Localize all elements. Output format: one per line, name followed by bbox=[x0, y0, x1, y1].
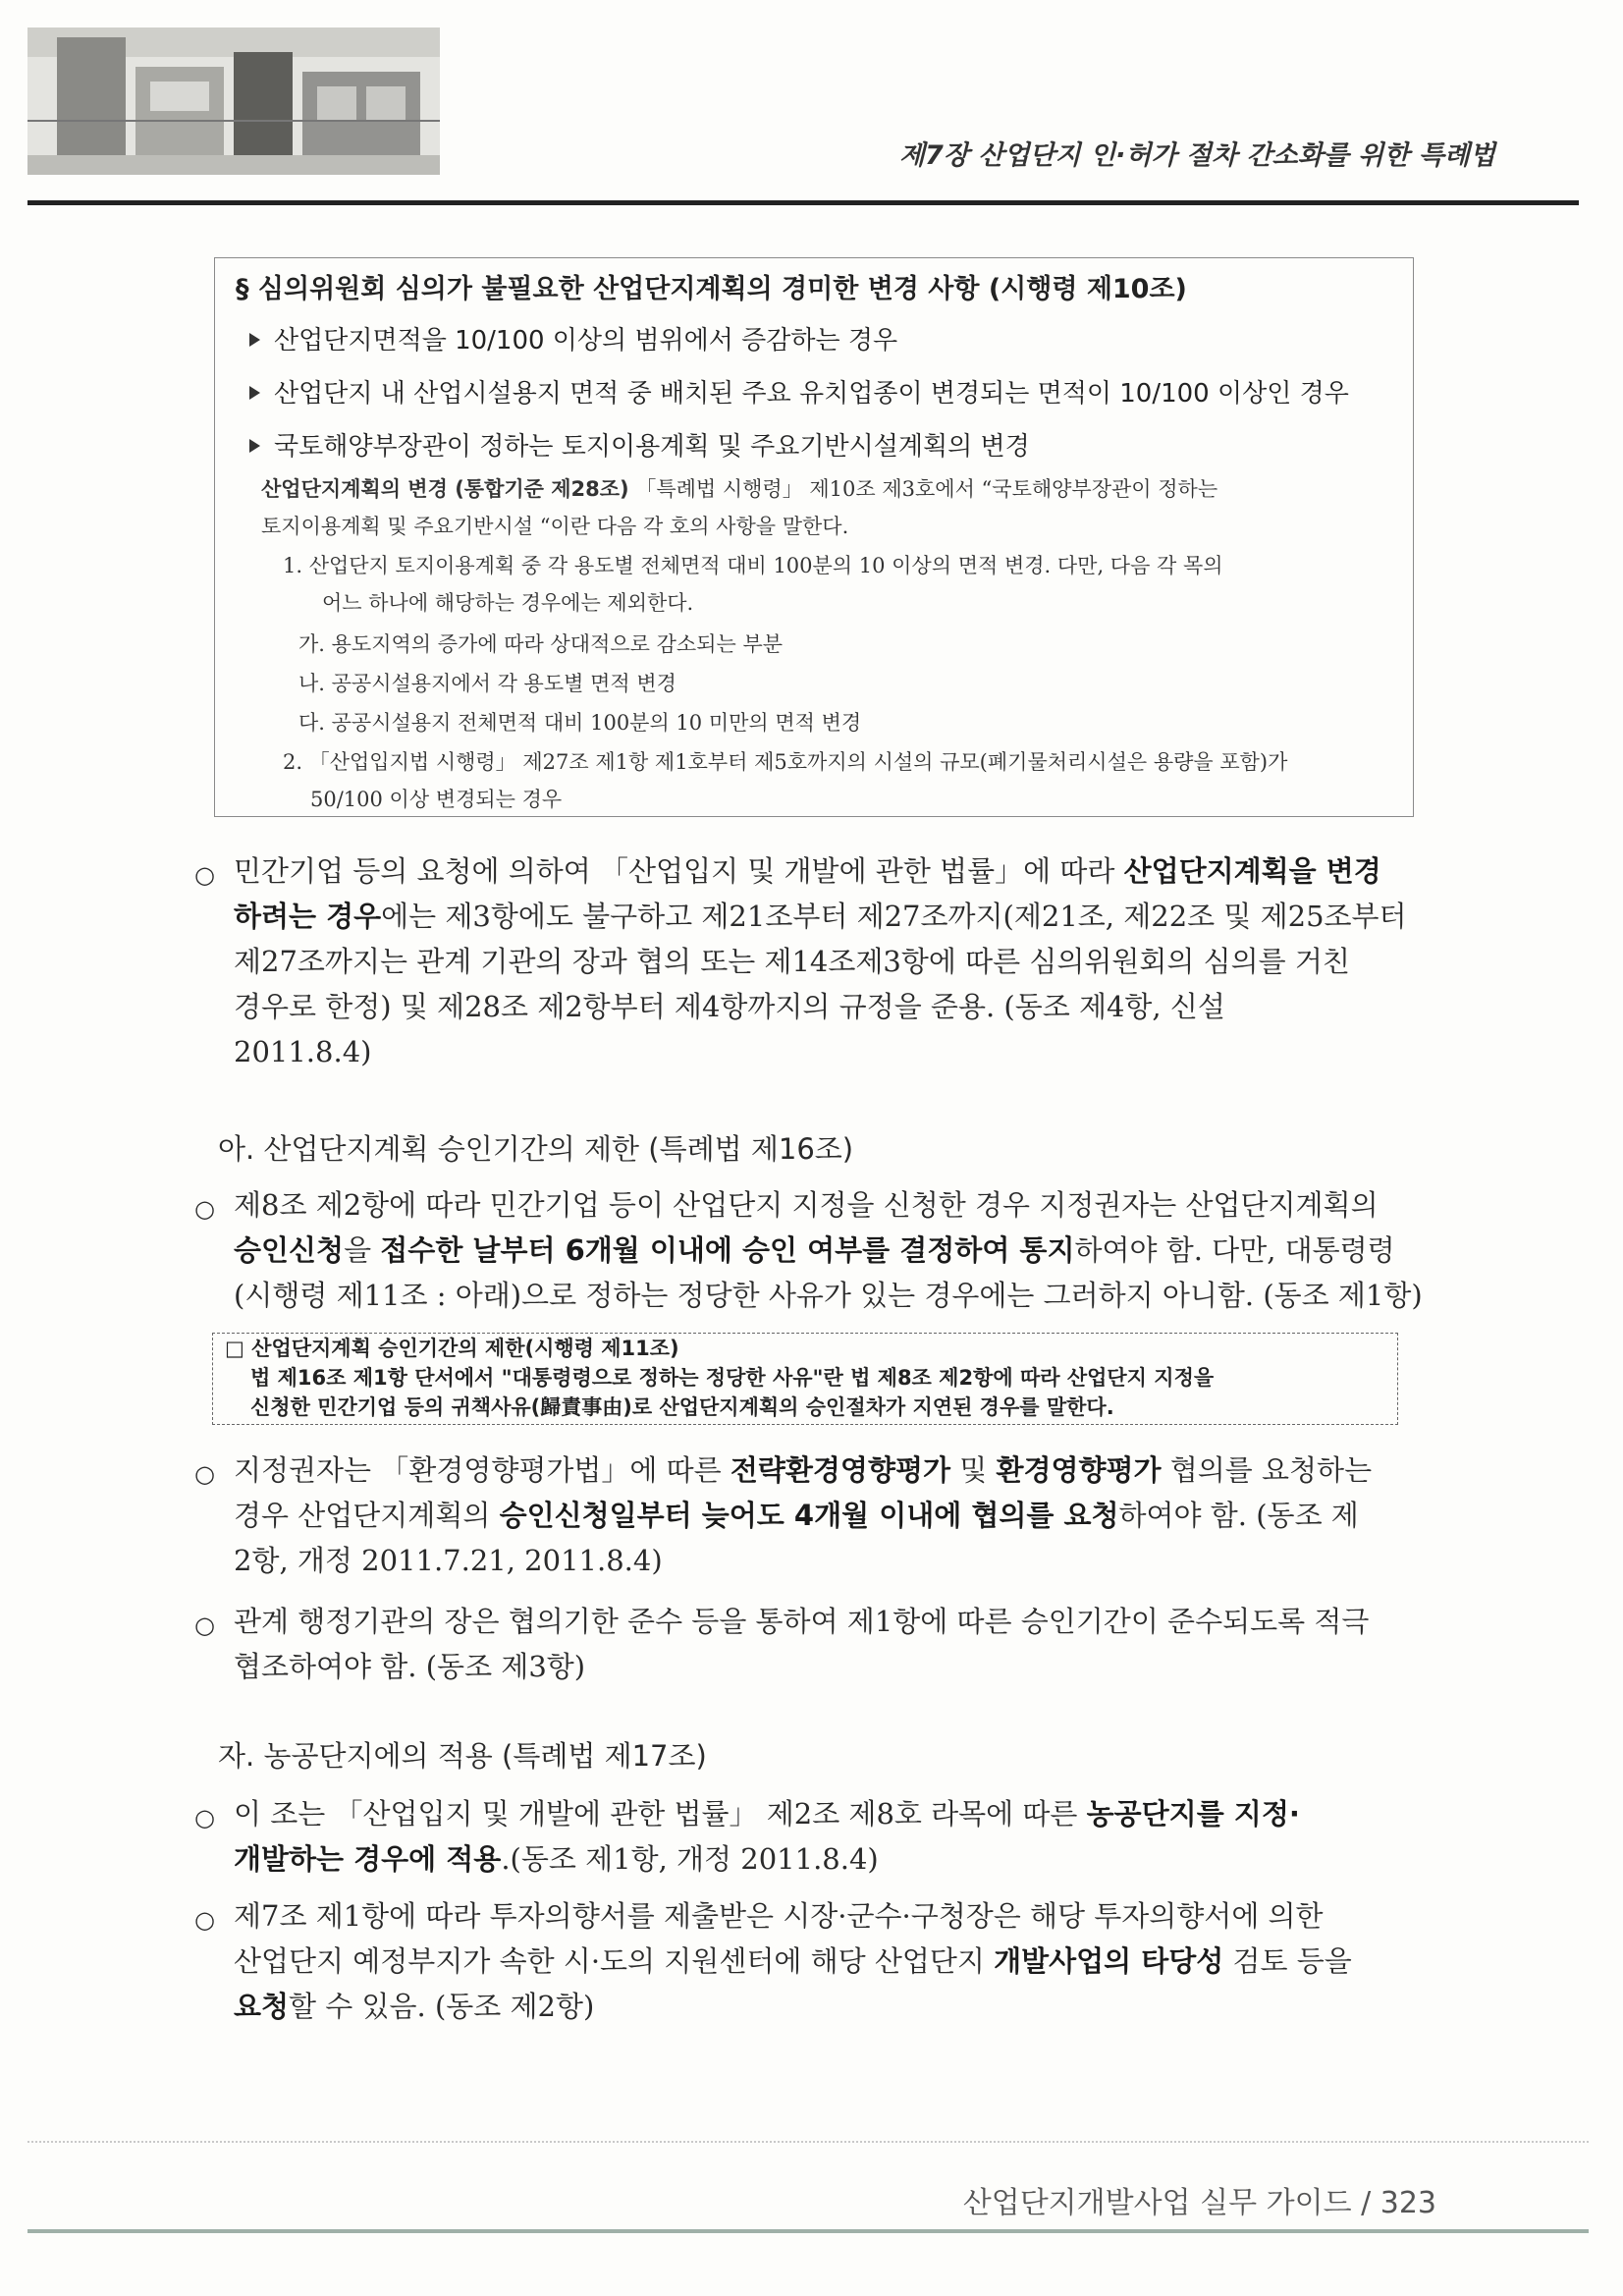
paragraph-line: 민간기업 등의 요청에 의하여 「산업입지 및 개발에 관한 법률」에 따라 산업단지계획을 변경 bbox=[234, 854, 1381, 888]
header-photo bbox=[27, 27, 440, 175]
detail-item-2: 2. 「산업입지법 시행령」 제27조 제1항 제1호부터 제5호까지의 시설의 규모(폐기물처리시설은 용량을 포함)가 bbox=[283, 750, 1288, 774]
paragraph-4 bbox=[234, 1599, 1369, 1689]
paragraph-line: 제7조 제1항에 따라 투자의향서를 제출받은 시장·군수·구청장은 해당 투자의향서에 의한 bbox=[234, 1899, 1324, 1933]
paragraph-1 bbox=[234, 848, 1407, 1074]
detail-lead: 산업단지계획의 변경 (통합기준 제28조) 「특례법 시행령」 제10조 제3호에서 “국토해양부장관이 정하는 bbox=[261, 477, 1218, 501]
paragraph-line: 승인신청을 접수한 날부터 6개월 이내에 승인 여부를 결정하여 통지하여야 함. 다만, 대통령령 bbox=[234, 1233, 1395, 1267]
paragraph-line: 2011.8.4) bbox=[234, 1035, 372, 1068]
box-title: □ 산업단지계획 승인기간의 제한(시행령 제11조) bbox=[225, 1337, 679, 1360]
paragraph-5 bbox=[234, 1791, 1300, 1882]
section-heading-a: 아. 산업단지계획 승인기간의 제한 (특례법 제16조) bbox=[218, 1132, 854, 1166]
paragraph-line: 제8조 제2항에 따라 민간기업 등이 산업단지 지정을 신청한 경우 지정권자는 산업단지계획의 bbox=[234, 1188, 1379, 1222]
footer-rule bbox=[27, 2229, 1589, 2233]
footer-dotted-line bbox=[27, 2141, 1589, 2143]
chapter-title: 제7장 산업단지 인·허가 절차 간소화를 위한 특례법 bbox=[898, 140, 1495, 171]
paragraph-6 bbox=[234, 1893, 1352, 2029]
circle-bullet-icon: ○ bbox=[194, 1612, 215, 1639]
detail-sub-c: 다. 공공시설용지 전체면적 대비 100분의 10 미만의 면적 변경 bbox=[298, 711, 862, 735]
paragraph-3 bbox=[234, 1448, 1372, 1583]
paragraph-line: 지정권자는 「환경영향평가법」에 따른 전략환경영향평가 및 환경영향평가 협의를 요청하는 bbox=[234, 1453, 1373, 1487]
paragraph-line: 개발하는 경우에 적용.(동조 제1항, 개정 2011.8.4) bbox=[234, 1842, 879, 1876]
paragraph-line: 이 조는 「산업입지 및 개발에 관한 법률」 제2조 제8호 라목에 따른 농공단지를 지정· bbox=[234, 1797, 1300, 1831]
detail-sub-a: 가. 용도지역의 증가에 따라 상대적으로 감소되는 부분 bbox=[298, 632, 784, 656]
detail-sub-b: 나. 공공시설용지에서 각 용도별 면적 변경 bbox=[298, 672, 676, 695]
header-rule bbox=[27, 200, 1579, 205]
circle-bullet-icon: ○ bbox=[194, 1804, 215, 1831]
circle-bullet-icon: ○ bbox=[194, 1906, 215, 1934]
paragraph-line: 요청할 수 있음. (동조 제2항) bbox=[234, 1990, 595, 2023]
detail-lead-cont: 토지이용계획 및 주요기반시설 “이란 다음 각 호의 사항을 말한다. bbox=[261, 515, 849, 538]
box-line: 법 제16조 제1항 단서에서 "대통령령으로 정하는 정당한 사유"란 법 제8조 제2항에 따라 산업단지 지정을 bbox=[250, 1366, 1215, 1390]
paragraph-line: 제27조까지는 관계 기관의 장과 협의 또는 제14조제3항에 따른 심의위원회의 심의를 거친 bbox=[234, 945, 1350, 978]
triangle-bullet-icon bbox=[249, 333, 260, 347]
detail-item-1-cont: 어느 하나에 해당하는 경우에는 제외한다. bbox=[322, 591, 694, 615]
circle-bullet-icon: ○ bbox=[194, 1195, 215, 1223]
circle-bullet-icon: ○ bbox=[194, 1460, 215, 1488]
box-line: 신청한 민간기업 등의 귀책사유(歸責事由)로 산업단지계획의 승인절차가 지연된 경우를 말한다. bbox=[250, 1395, 1114, 1419]
section-heading-b: 자. 농공단지에의 적용 (특례법 제17조) bbox=[218, 1739, 707, 1773]
paragraph-line: 협조하여야 함. (동조 제3항) bbox=[234, 1650, 586, 1683]
detail-item-1: 1. 산업단지 토지이용계획 중 각 용도별 전체면적 대비 100분의 10 이상의 면적 변경. 다만, 다음 각 목의 bbox=[283, 554, 1223, 577]
triangle-bullet-icon bbox=[249, 439, 260, 453]
paragraph-line: 경우 산업단지계획의 승인신청일부터 늦어도 4개월 이내에 협의를 요청하여야 함. (동조 제 bbox=[234, 1499, 1359, 1532]
paragraph-line: 2항, 개정 2011.7.21, 2011.8.4) bbox=[234, 1544, 663, 1577]
paragraph-line: 산업단지 예정부지가 속한 시·도의 지원센터에 해당 산업단지 개발사업의 타당성 검토 등을 bbox=[234, 1944, 1352, 1978]
paragraph-line: 경우로 한정) 및 제28조 제2항부터 제4항까지의 규정을 준용. (동조 제4항, 신설 bbox=[234, 990, 1225, 1023]
boxed-note-heading: § 심의위원회 심의가 불필요한 산업단지계획의 경미한 변경 사항 (시행령 제10조) bbox=[236, 274, 1187, 304]
bullet-item: 산업단지면적을 10/100 이상의 범위에서 증감하는 경우 bbox=[249, 320, 897, 356]
paragraph-line: 관계 행정기관의 장은 협의기한 준수 등을 통하여 제1항에 따른 승인기간이 준수되도록 적극 bbox=[234, 1605, 1370, 1638]
triangle-bullet-icon bbox=[249, 386, 260, 400]
paragraph-line: (시행령 제11조 : 아래)으로 정하는 정당한 사유가 있는 경우에는 그러하지 아니함. (동조 제1항) bbox=[234, 1279, 1423, 1312]
circle-bullet-icon: ○ bbox=[194, 861, 215, 889]
paragraph-2 bbox=[234, 1182, 1423, 1318]
bullet-item: 국토해양부장관이 정하는 토지이용계획 및 주요기반시설계획의 변경 bbox=[249, 426, 1030, 463]
detail-item-2-cont: 50/100 이상 변경되는 경우 bbox=[310, 788, 563, 811]
paragraph-line: 하려는 경우에는 제3항에도 불구하고 제21조부터 제27조까지(제21조, 제22조 및 제25조부터 bbox=[234, 900, 1407, 933]
page-footer: 산업단지개발사업 실무 가이드 / 323 bbox=[962, 2186, 1436, 2220]
bullet-item: 산업단지 내 산업시설용지 면적 중 배치된 주요 유치업종이 변경되는 면적이 10/100 이상인 경우 bbox=[249, 373, 1349, 410]
enforcement-decree-box bbox=[212, 1333, 1398, 1425]
